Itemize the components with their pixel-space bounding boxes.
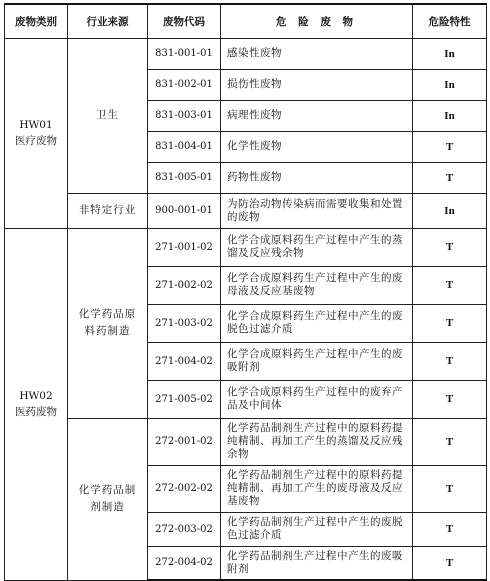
industry-source-cell: 卫生 [68,38,148,193]
hazardous-waste-table [4,3,487,581]
waste-name-cell: 病理性废物 [221,100,413,131]
waste-code-cell: 272-004-02 [148,546,221,580]
document-page [4,3,486,577]
table-row [5,38,487,69]
waste-name-cell: 化学药品制剂生产过程中产生的废吸附剂 [221,546,413,580]
hazard-characteristic-cell: In [413,69,487,100]
table-header-row [5,4,487,38]
hazard-characteristic-cell: T [413,266,487,304]
waste-code-cell: 831-005-01 [148,162,221,193]
waste-name-cell: 化学合成原料药生产过程中产生的废母液及反应基废物 [221,266,413,304]
header-source: 行业来源 [68,4,148,38]
waste-code-cell: 271-002-02 [148,266,221,304]
waste-name-cell: 化学药品制剂生产过程中的原料药提纯精制、再加工产生的蒸馏及反应残余物 [221,418,413,465]
waste-code-cell: 831-002-01 [148,69,221,100]
hazard-characteristic-cell: T [413,162,487,193]
hazard-characteristic-cell: T [413,304,487,342]
waste-code-cell: 271-004-02 [148,342,221,380]
waste-name-cell: 药物性废物 [221,162,413,193]
waste-code-cell: 831-004-01 [148,131,221,162]
hazard-characteristic-cell: In [413,100,487,131]
waste-code-cell: 831-001-01 [148,38,221,69]
waste-name-cell: 化学合成原料药生产过程中的废弃产品及中间体 [221,380,413,418]
table-body [5,38,487,580]
industry-source-cell: 化学药品原 料药制造 [68,228,148,418]
header-category: 废物类别 [5,4,68,38]
waste-name-cell: 化学合成原料药生产过程中产生的蒸馏及反应残余物 [221,228,413,266]
waste-name-cell: 化学药品制剂生产过程中的原料药提纯精制、再加工产生的废母液及反应基废物 [221,465,413,512]
category-cell [5,38,68,228]
category-code: HW01 [19,119,53,131]
waste-code-cell: 271-001-02 [148,228,221,266]
table-row [5,193,487,228]
hazard-characteristic-cell: T [413,418,487,465]
header-characteristic: 危险特性 [413,4,487,38]
waste-name-cell: 化学合成原料药生产过程中产生的废吸附剂 [221,342,413,380]
hazard-characteristic-cell: T [413,512,487,546]
waste-code-cell: 271-003-02 [148,304,221,342]
waste-code-cell: 272-002-02 [148,465,221,512]
waste-name-cell: 化学合成原料药生产过程中产生的废脱色过滤介质 [221,304,413,342]
waste-code-cell: 900-001-01 [148,193,221,228]
industry-source-cell: 化学药品制 剂制造 [68,418,148,580]
waste-name-cell: 化学性废物 [221,131,413,162]
waste-name-cell: 化学药品制剂生产过程中产生的废脱色过滤介质 [221,512,413,546]
waste-code-cell: 272-001-02 [148,418,221,465]
hazard-characteristic-cell: T [413,465,487,512]
header-code: 废物代码 [148,4,221,38]
waste-name-cell: 为防治动物传染病而需要收集和处置的废物 [221,193,413,228]
hazard-characteristic-cell: T [413,131,487,162]
waste-name-cell: 感染性废物 [221,38,413,69]
hazard-characteristic-cell: T [413,380,487,418]
table-row [5,418,487,465]
hazard-characteristic-cell: T [413,228,487,266]
waste-code-cell: 831-003-01 [148,100,221,131]
hazard-characteristic-cell: T [413,342,487,380]
hazard-characteristic-cell: In [413,193,487,228]
waste-name-cell: 损伤性废物 [221,69,413,100]
waste-code-cell: 271-005-02 [148,380,221,418]
category-label: 医疗废物 [15,135,57,147]
category-cell [5,228,68,580]
header-name: 危 险 废 物 [221,4,413,38]
category-label: 医药废物 [15,406,57,418]
category-code: HW02 [19,390,53,402]
table-row [5,228,487,266]
waste-code-cell: 272-003-02 [148,512,221,546]
hazard-characteristic-cell: In [413,38,487,69]
hazard-characteristic-cell: T [413,546,487,580]
industry-source-cell: 非特定行业 [68,193,148,228]
